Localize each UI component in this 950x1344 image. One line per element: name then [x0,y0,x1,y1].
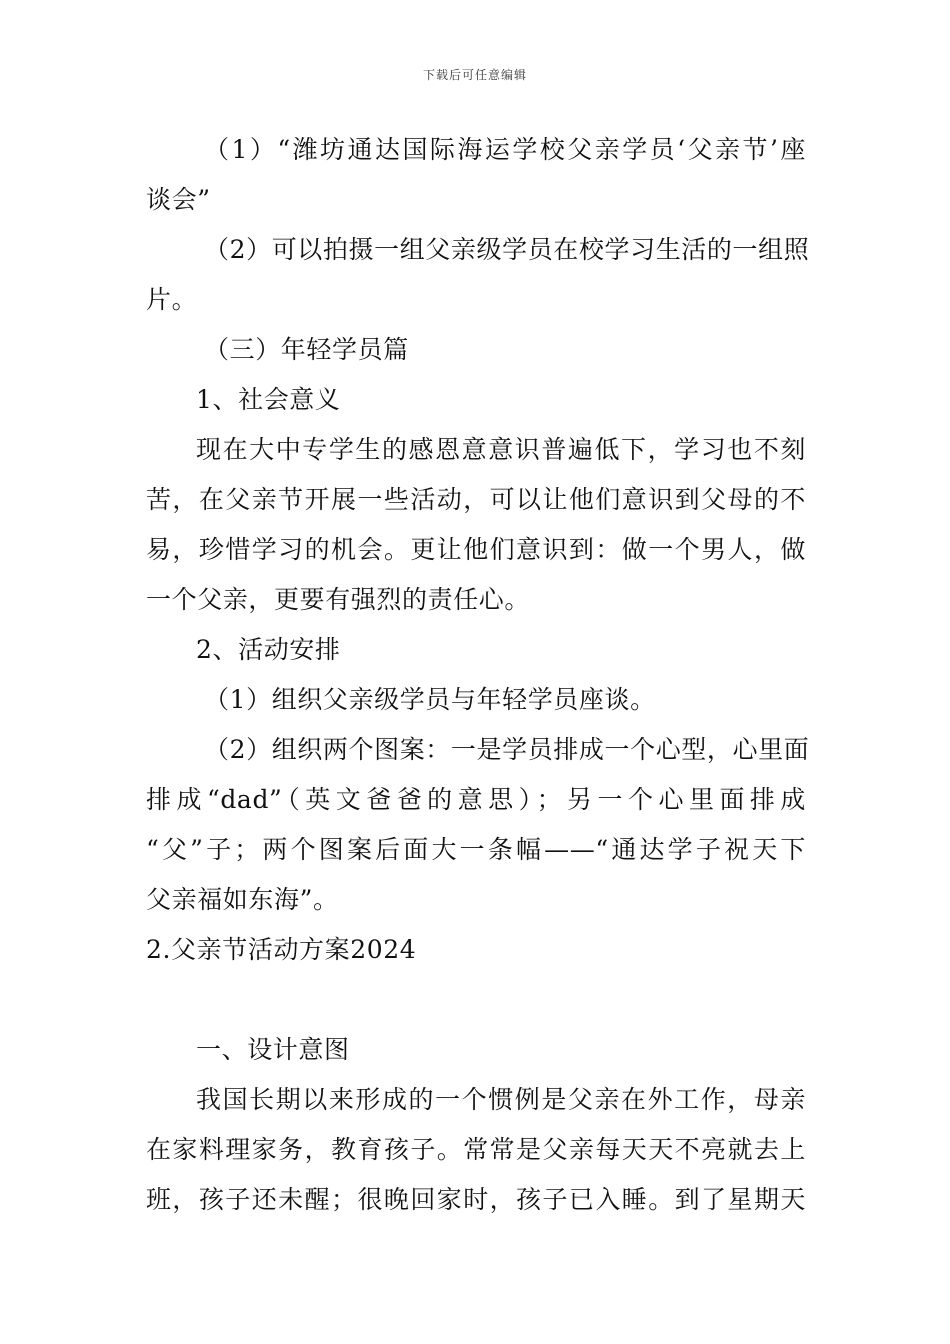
paragraph-line: 一个父亲，更要有强烈的责任心。 [146,585,531,614]
paragraph-line: “父”子；两个图案后面大一条幅——“通达学子祝天下 [146,835,806,864]
section-heading: （三）年轻学员篇 [204,335,409,364]
paragraph-line: 我国长期以来形成的一个惯例是父亲在外工作，母亲 [196,1085,806,1114]
paragraph-line: 排成“dad”（英文爸爸的意思）；另一个心里面排成 [146,785,806,814]
spacer [146,975,806,1025]
paragraph-line: （2）可以拍摄一组父亲级学员在校学习生活的一组照 [204,235,810,264]
paragraph-line: 班，孩子还未醒；很晚回家时，孩子已入睡。到了星期天 [146,1185,806,1214]
page-header-note: 下载后可任意编辑 [422,68,527,82]
paragraph-line: 谈会” [146,185,211,214]
section-heading: 一、设计意图 [196,1035,350,1064]
paragraph-line: 片。 [146,285,198,314]
paragraph-line: （1）组织父亲级学员与年轻学员座谈。 [204,685,656,714]
paragraph-line: （2）组织两个图案：一是学员排成一个心型，心里面 [204,735,810,764]
paragraph-line: 现在大中专学生的感恩意意识普遍低下，学习也不刻 [196,435,806,464]
subsection-heading: 1、社会意义 [196,385,341,414]
paragraph-line: 父亲福如东海”。 [146,885,339,914]
subsection-heading: 2、活动安排 [196,635,341,664]
paragraph-line: 在家料理家务，教育孩子。常常是父亲每天天不亮就去上 [146,1135,806,1164]
document-heading: 2.父亲节活动方案2024 [146,935,417,964]
document-body [146,125,810,1225]
paragraph-line: 苦，在父亲节开展一些活动，可以让他们意识到父母的不 [146,485,806,514]
paragraph-line: 易，珍惜学习的机会。更让他们意识到：做一个男人，做 [146,535,806,564]
paragraph-line: （1）“潍坊通达国际海运学校父亲学员‘父亲节’座 [204,135,806,164]
